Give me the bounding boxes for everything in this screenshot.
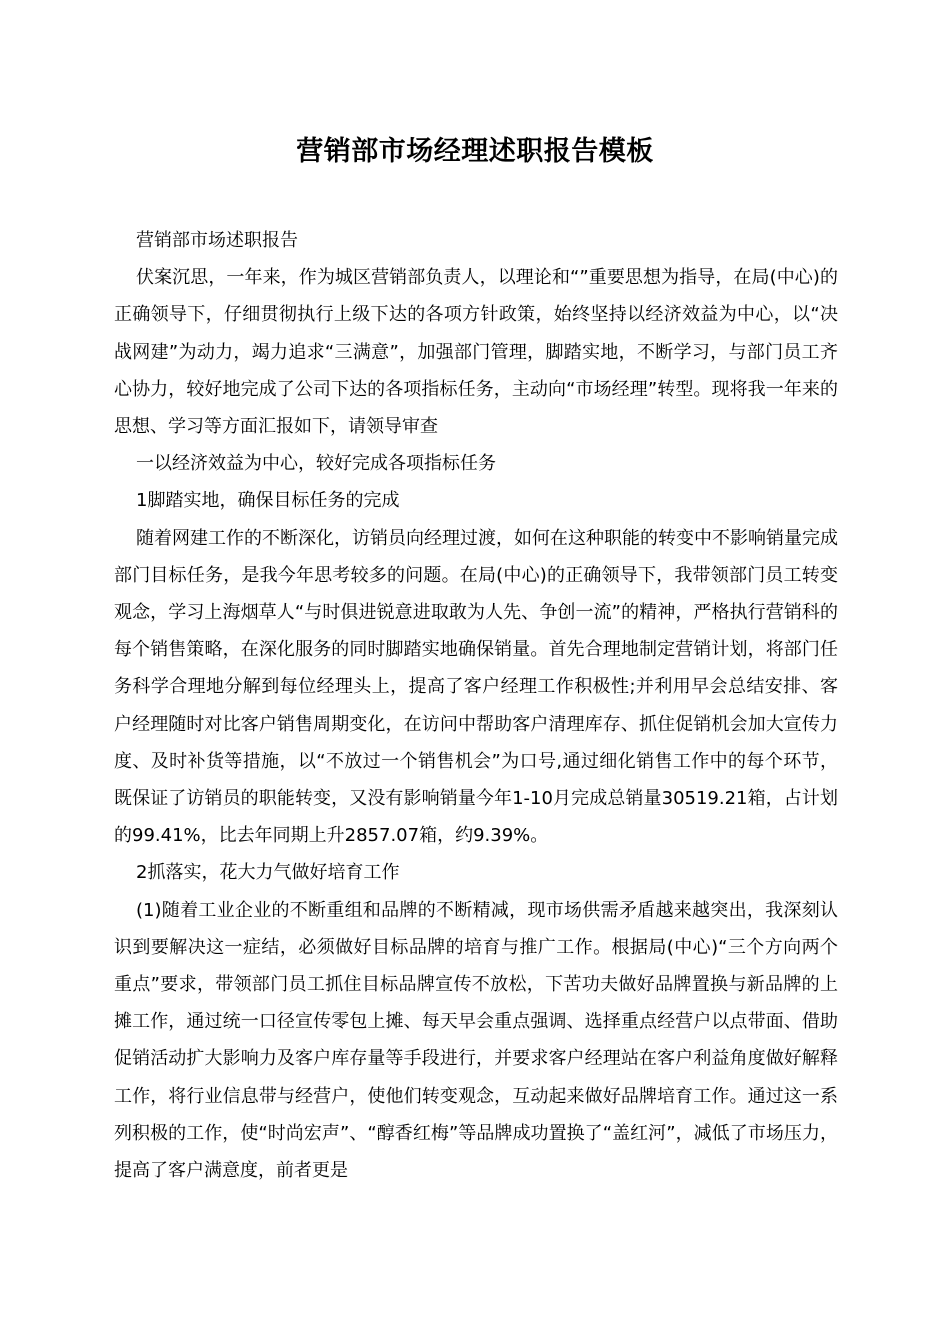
body-paragraph-brand: (1)随着工业企业的不断重组和品牌的不断精减，现市场供需矛盾越来越突出，我深刻认识到要解决这一症结，必须做好目标品牌的培育与推广工作。根据局(中心)“三个方向两个重点”要求，带领部门员工抓住目标品牌宣传不放松，下苦功夫做好品牌置换与新品牌的上摊工作，通过统一口径宣传零包上摊、每天早会重点强调、选择重点经营户以点带面、借助促销活动扩大影响力及客户库存量等手段进行，并要求客户经理站在客户利益角度做好解释工作，将行业信息带与经营户，使他们转变观念，互动起来做好品牌培育工作。通过这一系列积极的工作，使“时尚宏声”、“醇香红梅”等品牌成功置换了“盖红河”，减低了市场压力，提高了客户满意度，前者更是: [114, 899, 838, 1182]
body-paragraph-sales: 随着网建工作的不断深化，访销员向经理过渡，如何在这种职能的转变中不影响销量完成部门目标任务，是我今年思考较多的问题。在局(中心)的正确领导下，我带领部门员工转变观念，学习上海烟草人“与时俱进锐意进取敢为人先、争创一流”的精神，严格执行营销科的每个销售策略，在深化服务的同时脚踏实地确保销量。首先合理地制定营销计划，将部门任务科学合理地分解到每位经理头上，提高了客户经理工作积极性;并利用早会总结安排、客户经理随时对比客户销售周期变化，在访问中帮助客户清理库存、抓住促销机会加大宣传力度、及时补货等措施，以“不放过一个销售机会”为口号,通过细化销售工作中的每个环节，既保证了访销员的职能转变，又没有影响销量今年1-10月完成总销量30519.21箱，占计划的99.41%，比去年同期上升2857.07箱，约9.39%。: [114, 527, 838, 847]
body-paragraph-heading: 营销部市场述职报告: [136, 230, 298, 251]
document-title: 营销部市场经理述职报告模板: [296, 136, 654, 167]
section-heading-1: 一以经济效益为中心，较好完成各项指标任务: [136, 453, 496, 475]
subsection-heading-1: 1脚踏实地，确保目标任务的完成: [136, 490, 400, 512]
document-body: [114, 222, 838, 1189]
body-paragraph-intro: 伏案沉思，一年来，作为城区营销部负责人，以理论和“”重要思想为指导，在局(中心)的正确领导下，仔细贯彻执行上级下达的各项方针政策，始终坚持以经济效益为中心，以“决战网建”为动力，竭力追求“三满意”，加强部门管理，脚踏实地，不断学习，与部门员工齐心协力，较好地完成了公司下达的各项指标任务，主动向“市场经理”转型。现将我一年来的思想、学习等方面汇报如下，请领导审查: [114, 267, 838, 438]
subsection-heading-2: 2抓落实，花大力气做好培育工作: [136, 862, 400, 884]
